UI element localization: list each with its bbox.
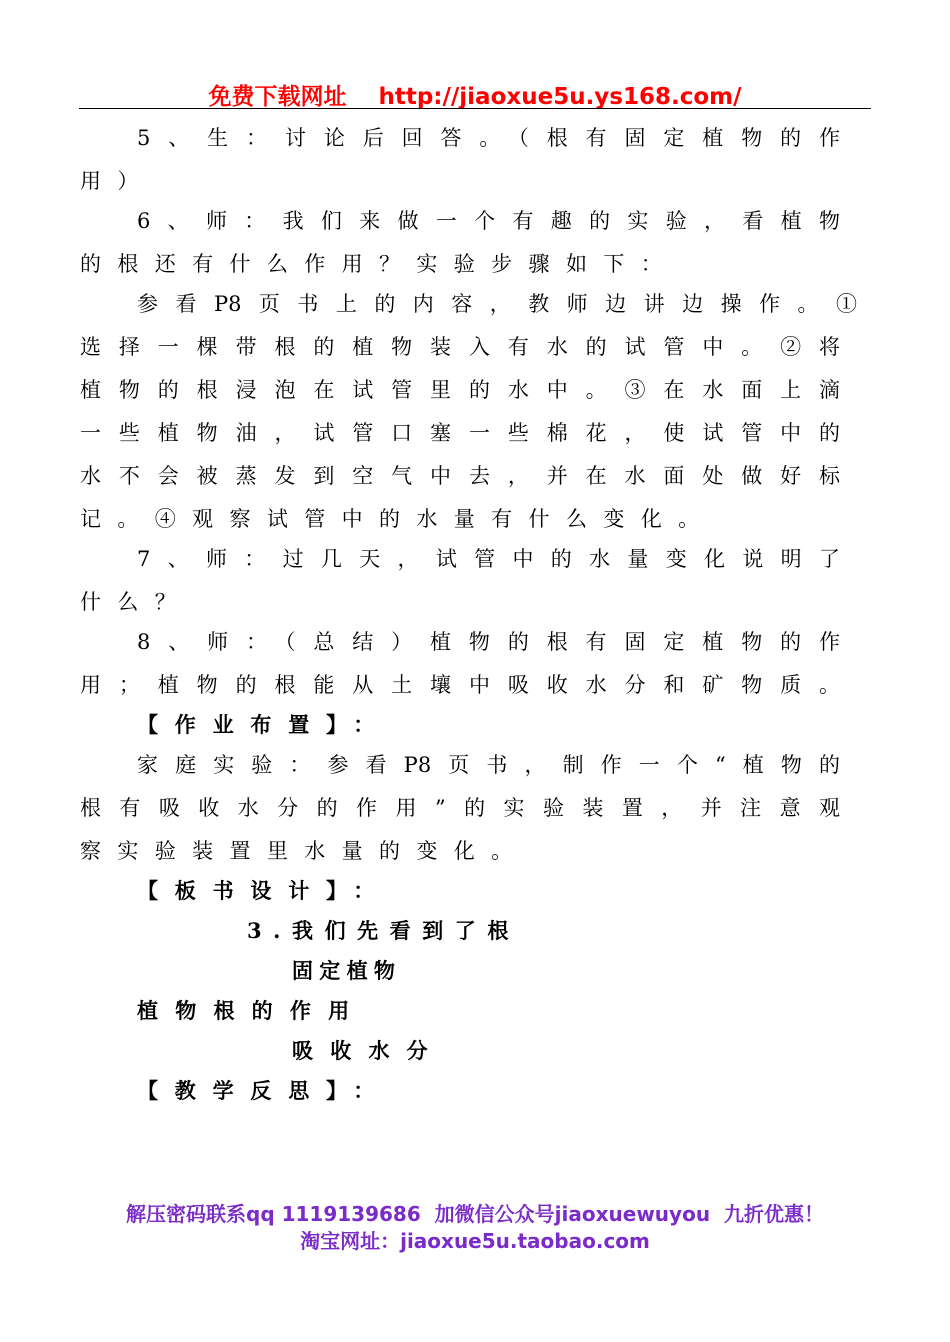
paragraph-line: 用；植物的根能从土壤中吸收水分和矿物质。 — [80, 673, 840, 697]
paragraph-line: 记。④观察试管中的水量有什么变化。 — [80, 507, 716, 531]
paragraph-line: 什么？ — [80, 590, 193, 614]
homework-heading: 【作业布置】： — [137, 712, 392, 737]
paragraph-line: 水不会被蒸发到空气中去，并在水面处做好标 — [80, 464, 840, 488]
paragraph-line: 参看P8页书上的内容，教师边讲边操作。① — [137, 292, 857, 316]
board-center: 植物根的作用 — [137, 998, 367, 1023]
homework-line: 察实验装置里水量的变化。 — [80, 839, 529, 863]
homework-line: 家庭实验：参看P8页书，制作一个“植物的 — [137, 753, 840, 777]
paragraph-line: 5、生：讨论后回答。（根有固定植物的作 — [137, 126, 840, 150]
paragraph-line: 一些植物油，试管口塞一些棉花，使试管中的 — [80, 421, 840, 445]
board-branch-bottom: 吸收水分 — [292, 1038, 445, 1063]
homework-line: 根有吸收水分的作用”的实验装置，并注意观 — [80, 796, 840, 820]
header-divider — [79, 108, 871, 109]
paragraph-line: 的根还有什么作用？实验步骤如下： — [80, 252, 679, 276]
footer-taobao-line: 淘宝网址：jiaoxue5u.taobao.com — [300, 1229, 650, 1253]
download-url-header: 免费下载网址 http://jiaoxue5u.ys168.com/ — [208, 84, 742, 110]
paragraph-line: 选择一棵带根的植物装入有水的试管中。②将 — [80, 335, 840, 359]
board-title: 3.我们先看到了根 — [247, 918, 520, 943]
reflection-heading: 【教学反思】： — [137, 1078, 392, 1103]
paragraph-line: 6、师：我们来做一个有趣的实验，看植物 — [137, 209, 840, 233]
board-branch-top: 固定植物 — [292, 958, 402, 983]
paragraph-line: 8、师：（总结）植物的根有固定植物的作 — [137, 630, 840, 654]
paragraph-line: 用） — [80, 169, 155, 193]
paragraph-line: 植物的根浸泡在试管里的水中。③在水面上滴 — [80, 378, 840, 402]
footer-contact-line: 解压密码联系qq 1119139686 加微信公众号jiaoxuewuyou 九折优惠！ — [126, 1202, 824, 1226]
paragraph-line: 7、师：过几天，试管中的水量变化说明了 — [137, 547, 840, 571]
board-heading: 【板书设计】： — [137, 878, 392, 903]
